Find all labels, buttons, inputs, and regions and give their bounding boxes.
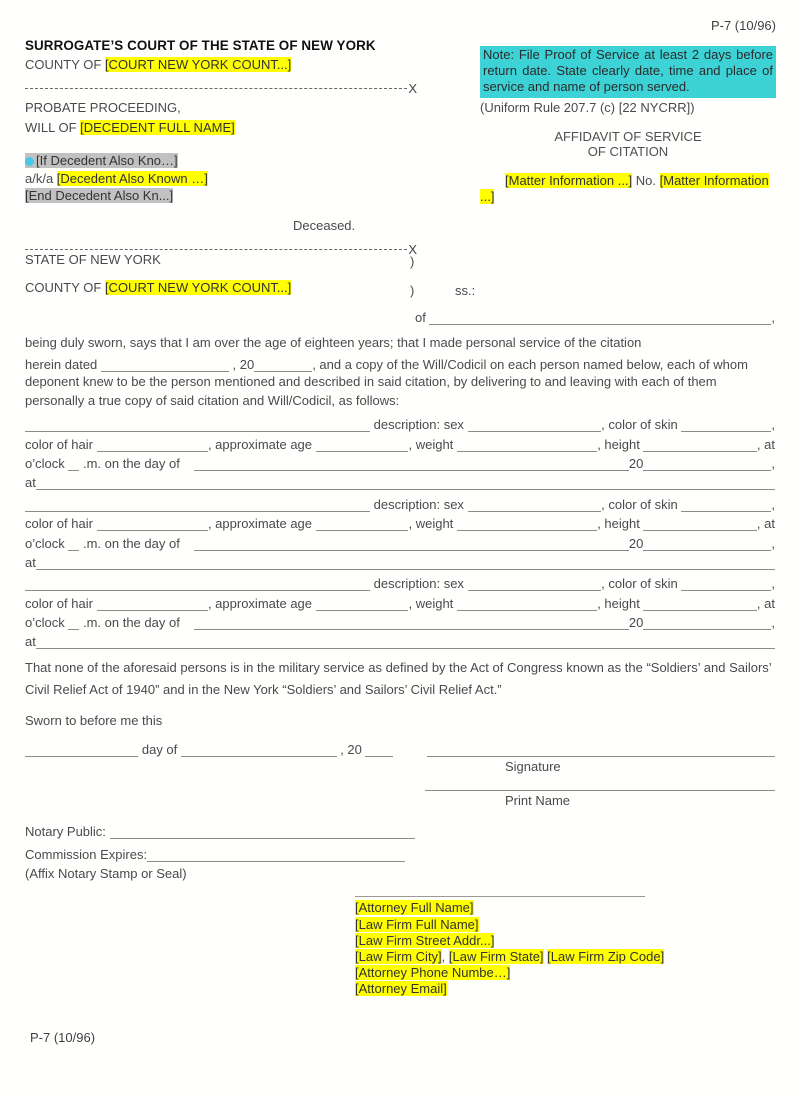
desc-row-hair-age-weight-height: [25, 591, 775, 610]
skin-blank: [681, 585, 771, 591]
hair-blank: [97, 605, 208, 611]
comma-20-label: , 20: [228, 356, 255, 372]
height-label: , height: [597, 595, 644, 611]
color-of-skin-label: , color of skin: [601, 496, 682, 512]
weight-label: , weight: [408, 436, 457, 452]
aka-block: [25, 152, 417, 205]
military-service-paragraph: That none of the aforesaid persons is in the military service as defined by the Act of Congress known as the “Soldiers’ and Sailors’ Civil Relief Act of 1940” and in the New York “Soldiers’ and Sailors’ Civil Relief Act.”: [25, 660, 772, 698]
file-no-label: No.: [632, 173, 660, 189]
venue-county-field[interactable]: [COURT NEW YORK COUNT...]: [104, 280, 292, 296]
aka-if-field-text: [If Decedent Also Kno…]: [36, 153, 178, 168]
deceased-label: Deceased.: [293, 217, 356, 233]
place-blank: [36, 643, 775, 649]
caption-county-line: [25, 56, 417, 73]
decedent-name-field[interactable]: [DECEDENT FULL NAME]: [80, 120, 235, 135]
weight-label: , weight: [408, 516, 457, 532]
color-of-hair-label: color of hair: [25, 516, 97, 532]
law-firm-state-field[interactable]: [Law Firm State]: [448, 948, 544, 964]
venue-county-row: [25, 280, 775, 299]
twenty-label: 20: [628, 535, 644, 551]
year-blank: [643, 545, 771, 551]
weight-label: , weight: [408, 595, 457, 611]
affidavit-title-line2: OF CITATION: [587, 143, 669, 159]
sworn-to-label: Sworn to before me this: [25, 713, 163, 729]
m-on-day-label: .m. on the day of: [79, 535, 180, 551]
law-firm-street-field[interactable]: [Law Firm Street Addr...]: [355, 932, 495, 948]
aka-if-line: [25, 152, 417, 170]
at-place-label: at: [25, 475, 36, 491]
at-label: , at: [756, 436, 775, 452]
header-right-column: [480, 18, 776, 205]
color-of-hair-label: color of hair: [25, 595, 97, 611]
color-of-skin-label: , color of skin: [601, 417, 682, 433]
oclock-label: o’clock: [25, 455, 69, 471]
skin-blank: [681, 426, 771, 432]
color-of-skin-label: , color of skin: [601, 576, 682, 592]
attorney-email-field[interactable]: [Attorney Email]: [355, 980, 447, 996]
commission-expires-blank: [147, 856, 405, 862]
attorney-email-line: [355, 981, 715, 997]
affidavit-title-line1: AFFIDAVIT OF SERVICE: [554, 128, 702, 144]
color-of-hair-label: color of hair: [25, 436, 97, 452]
desc-row-place: [25, 630, 775, 649]
venue-state-row: [25, 252, 775, 271]
at-place-label: at: [25, 554, 36, 570]
comma: ,: [771, 615, 775, 631]
weight-blank: [457, 605, 597, 611]
law-firm-name-field[interactable]: [Law Firm Full Name]: [355, 916, 479, 932]
affix-stamp-label: (Affix Notary Stamp or Seal): [25, 866, 187, 882]
affidavit-title: [480, 129, 776, 159]
proceeding-line: PROBATE PROCEEDING,: [25, 100, 181, 115]
desc-row-hair-age-weight-height: [25, 512, 775, 531]
description-block-2: [25, 492, 775, 570]
height-label: , height: [597, 436, 644, 452]
sworn-date-signature-row: [25, 735, 775, 757]
comma: ,: [771, 576, 775, 592]
person-name-blank: [25, 506, 370, 512]
am-pm-blank: [68, 465, 79, 471]
skin-blank: [681, 506, 771, 512]
paragraph-line-1: being duly sworn, says that I am over the age of eighteen years; that I made personal service of the citation: [25, 335, 642, 351]
at-place-label: at: [25, 634, 36, 650]
twenty-label: 20: [628, 615, 644, 631]
law-firm-city-field[interactable]: [Law Firm City]: [355, 948, 442, 964]
place-blank: [36, 564, 775, 570]
law-firm-name-line: [355, 917, 715, 933]
height-label: , height: [597, 516, 644, 532]
divider-x-mark: X: [408, 81, 417, 96]
age-blank: [316, 525, 409, 531]
law-firm-zip-field[interactable]: [Law Firm Zip Code]: [547, 948, 665, 964]
attorney-block: [355, 896, 715, 997]
oclock-label: o’clock: [25, 615, 69, 631]
day-blank: [194, 465, 629, 471]
person-name-blank: [25, 585, 370, 591]
day-of-label: day of: [138, 742, 181, 758]
description-block-3: [25, 572, 775, 650]
oclock-label: o’clock: [25, 535, 69, 551]
notary-public-blank: [110, 833, 415, 839]
matter-info-line: [480, 173, 776, 205]
approximate-age-label: , approximate age: [207, 436, 316, 452]
affidavit-paragraph: [25, 333, 775, 411]
sex-blank: [468, 426, 602, 432]
attorney-name-line: [355, 900, 715, 916]
age-blank: [316, 446, 409, 452]
form-number-top: P-7 (10/96): [710, 18, 776, 33]
am-pm-blank: [68, 624, 79, 630]
height-blank: [643, 525, 756, 531]
county-field[interactable]: [COURT NEW YORK COUNT...]: [104, 57, 292, 72]
approximate-age-label: , approximate age: [207, 595, 316, 611]
paragraph-line-3: deponent knew to be the person mentioned and described in said citation, by delivering to and leaving with each of them: [25, 373, 717, 389]
matter-information-field-2[interactable]: [Matter Information ...]: [480, 173, 769, 205]
comma: ,: [771, 455, 775, 471]
weight-blank: [457, 446, 597, 452]
attorney-full-name-field[interactable]: [Attorney Full Name]: [355, 900, 474, 916]
description-sex-label: description: sex: [370, 417, 468, 433]
desc-row-place: [25, 551, 775, 570]
ss-label: ss.:: [455, 282, 476, 298]
attorney-separator-line: [355, 896, 645, 897]
header-left-column: [25, 38, 417, 257]
m-on-day-label: .m. on the day of: [79, 455, 180, 471]
hair-blank: [97, 446, 208, 452]
desc-row-name-sex-skin: [25, 413, 775, 432]
signature-label: Signature: [505, 759, 561, 775]
paragraph-line-2-rest: , and a copy of the Will/Codicil on each person named below, each of whom: [312, 356, 748, 372]
place-blank: [36, 484, 775, 490]
desc-row-name-sex-skin: [25, 572, 775, 591]
comma: ,: [771, 535, 775, 551]
sex-blank: [468, 506, 602, 512]
notary-public-row: [25, 819, 415, 839]
attorney-phone-line: [355, 965, 715, 981]
at-label: , at: [756, 516, 775, 532]
description-block-1: [25, 413, 775, 491]
print-name-line-row: [25, 785, 775, 791]
aka-label: a/k/a: [25, 170, 57, 186]
desc-row-time-day: [25, 452, 775, 471]
form-number-bottom: P-7 (10/96): [30, 1030, 96, 1045]
signature-blank: [427, 751, 775, 757]
paragraph-line-2: [25, 353, 775, 372]
dashed-line: [25, 249, 407, 250]
state-of-new-york-label: STATE OF NEW YORK: [25, 252, 161, 267]
twenty-label: 20: [628, 455, 644, 471]
year-blank: [643, 465, 771, 471]
caption-divider-top: [25, 81, 417, 96]
am-pm-blank: [68, 545, 79, 551]
sworn-month-blank: [181, 751, 337, 757]
sworn-comma-20-label: , 20: [336, 742, 366, 758]
age-blank: [316, 605, 409, 611]
service-note-box: Note: File Proof of Service at least 2 days before return date. State clearly date, time and place of service and name of person served.: [480, 46, 776, 98]
divider-x-mark: X: [408, 241, 417, 257]
m-on-day-label: .m. on the day of: [79, 615, 180, 631]
city-separator: ,: [441, 948, 449, 964]
sworn-year-blank: [365, 751, 393, 757]
aka-name-field[interactable]: [Decedent Also Known …]: [56, 170, 208, 186]
document-body: [25, 252, 775, 997]
herein-dated-label: herein dated: [25, 356, 101, 372]
desc-row-place: [25, 471, 775, 490]
will-of-line: [25, 119, 417, 136]
field-marker-dot-icon: [25, 157, 34, 166]
will-of-label: WILL OF: [25, 120, 81, 135]
signature-line-area: [427, 751, 775, 757]
year-blank: [643, 624, 771, 630]
hair-blank: [97, 525, 208, 531]
of-label: of: [415, 310, 430, 326]
uniform-rule-text: (Uniform Rule 207.7 (c) [22 NYCRR]): [480, 99, 695, 115]
deponent-name-row: [25, 306, 775, 325]
paragraph-line-4: personally a true copy of said citation and Will/Codicil, as follows:: [25, 393, 400, 409]
sex-blank: [468, 585, 602, 591]
law-firm-street-line: [355, 933, 715, 949]
paren: ): [410, 282, 415, 298]
sworn-day-blank: [25, 751, 138, 757]
aka-end-field[interactable]: [End Decedent Also Kn...]: [25, 188, 174, 204]
person-name-blank: [25, 426, 370, 432]
desc-row-time-day: [25, 531, 775, 550]
description-sex-label: description: sex: [370, 576, 468, 592]
day-blank: [194, 624, 629, 630]
comma: ,: [771, 496, 775, 512]
weight-blank: [457, 525, 597, 531]
matter-information-field-1[interactable]: [Matter Information ...]: [505, 173, 633, 189]
aka-end-line: [25, 187, 417, 205]
desc-row-name-sex-skin: [25, 492, 775, 511]
law-firm-city-state-zip-line: [355, 949, 715, 965]
desc-row-time-day: [25, 611, 775, 630]
commission-expires-label: Commission Expires:: [25, 847, 148, 863]
aka-line: [25, 170, 417, 188]
sworn-date-line: [25, 742, 393, 757]
venue-county-label: COUNTY OF: [25, 280, 105, 296]
aka-if-field[interactable]: [25, 153, 178, 168]
height-blank: [643, 605, 756, 611]
deponent-name-blank: [429, 319, 771, 325]
day-blank: [194, 545, 629, 551]
print-name-label: Print Name: [505, 793, 571, 809]
dashed-line: [25, 88, 407, 89]
at-label: , at: [756, 595, 775, 611]
description-sex-label: description: sex: [370, 496, 468, 512]
county-label: COUNTY OF: [25, 57, 105, 72]
print-name-blank: [425, 785, 775, 791]
attorney-phone-field[interactable]: [Attorney Phone Numbe…]: [355, 964, 511, 980]
court-title: SURROGATE’S COURT OF THE STATE OF NEW YORK: [25, 38, 376, 53]
comma: ,: [771, 310, 775, 326]
comma: ,: [771, 417, 775, 433]
height-blank: [643, 446, 756, 452]
paren: ): [410, 254, 415, 270]
approximate-age-label: , approximate age: [207, 516, 316, 532]
desc-row-hair-age-weight-height: [25, 432, 775, 451]
notary-public-label: Notary Public:: [25, 824, 110, 840]
commission-expires-row: [25, 842, 405, 862]
